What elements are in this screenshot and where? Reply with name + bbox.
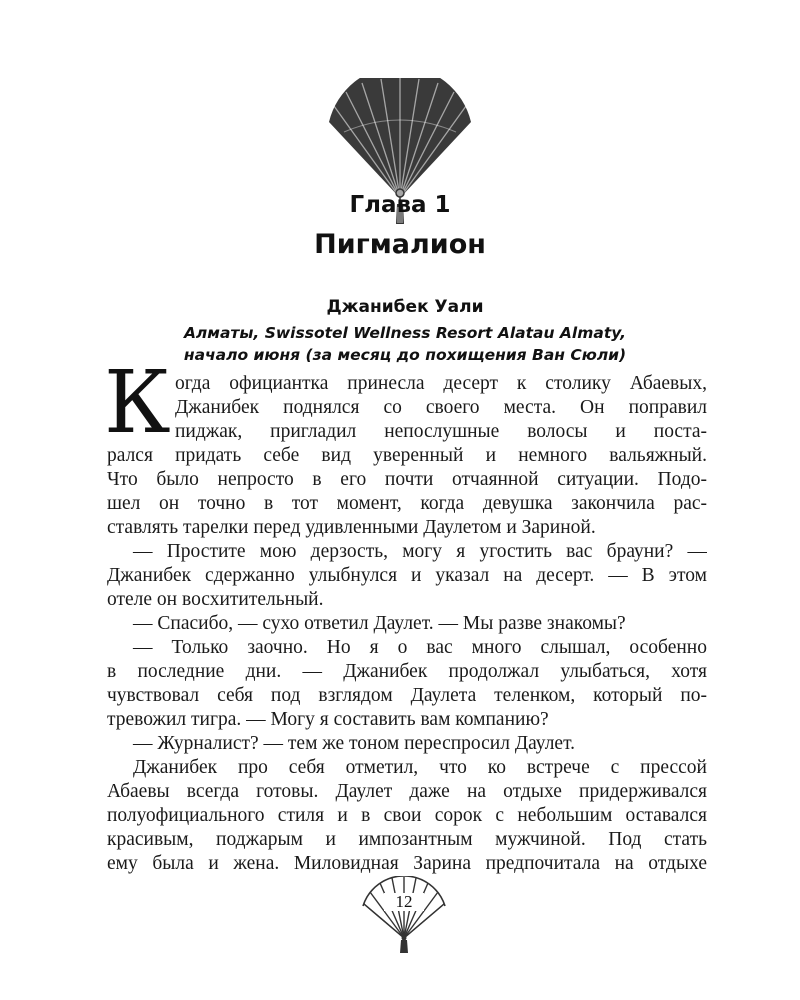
drop-cap: К [104,353,171,453]
text-line: Джанибек про себя отметил, что ко встрече с прессой [133,757,707,778]
text-line: полуофициального стиля и в свои сорок с небольшим оставался [107,805,707,826]
text-line: пиджак, пригладил непослушные волосы и поста- [175,421,707,442]
chapter-number: Глава 1 [349,192,451,218]
text-line: красивым, поджарым и импозантным мужчиной. Под стать [107,829,707,850]
text-line: ставлять тарелки перед удивленными Даулетом и Зариной. [107,517,596,538]
text-line: в последние дни. — Джанибек продолжал улыбаться, хотя [107,661,707,682]
text-line: шел он точно в тот момент, когда девушка закончила рас- [107,493,707,514]
text-line: огда официантка принесла десерт к столику Абаевых, [175,373,707,394]
text-line: — Только заочно. Но я о вас много слышал, особенно [133,637,707,658]
text-line: Абаевы всегда готовы. Даулет даже на отдыхе придерживался [107,781,707,802]
text-line: чувствовал себя под взглядом Даулета теленком, который по- [107,685,707,706]
place-line-2: начало июня (за месяц до похищения Ван Сюли) [183,346,627,364]
place-line-1: Алматы, Swissotel Wellness Resort Alatau Almaty, [183,324,627,342]
section-pov-character: Джанибек Уали [326,297,484,317]
text-line: ему была и жена. Миловидная Зарина предпочитала на отдыхе [107,853,707,874]
fan-ornament-bottom [360,876,448,954]
text-line: Что было непросто в его почти отчаянной ситуации. Подо- [107,469,707,490]
text-line: Джанибек сдержанно улыбнулся и указал на десерт. — В этом [107,565,707,586]
text-line: Джанибек поднялся со своего места. Он поправил [175,397,707,418]
text-line: — Простите мою дерзость, могу я угостить вас брауни? — [133,541,707,562]
text-line: — Журналист? — тем же тоном переспросил Даулет. [133,733,576,754]
fan-ornament-top [326,78,474,198]
text-line: тревожил тигра. — Могу я составить вам компанию? [107,709,549,730]
text-line: — Спасибо, — сухо ответил Даулет. — Мы разве знакомы? [133,613,626,634]
text-line: отеле он восхитительный. [107,589,324,610]
text-line: рался придать себе вид уверенный и немного вальяжный. [107,445,707,466]
chapter-title: Пигмалион [314,229,486,260]
page-number: 12 [384,893,424,911]
